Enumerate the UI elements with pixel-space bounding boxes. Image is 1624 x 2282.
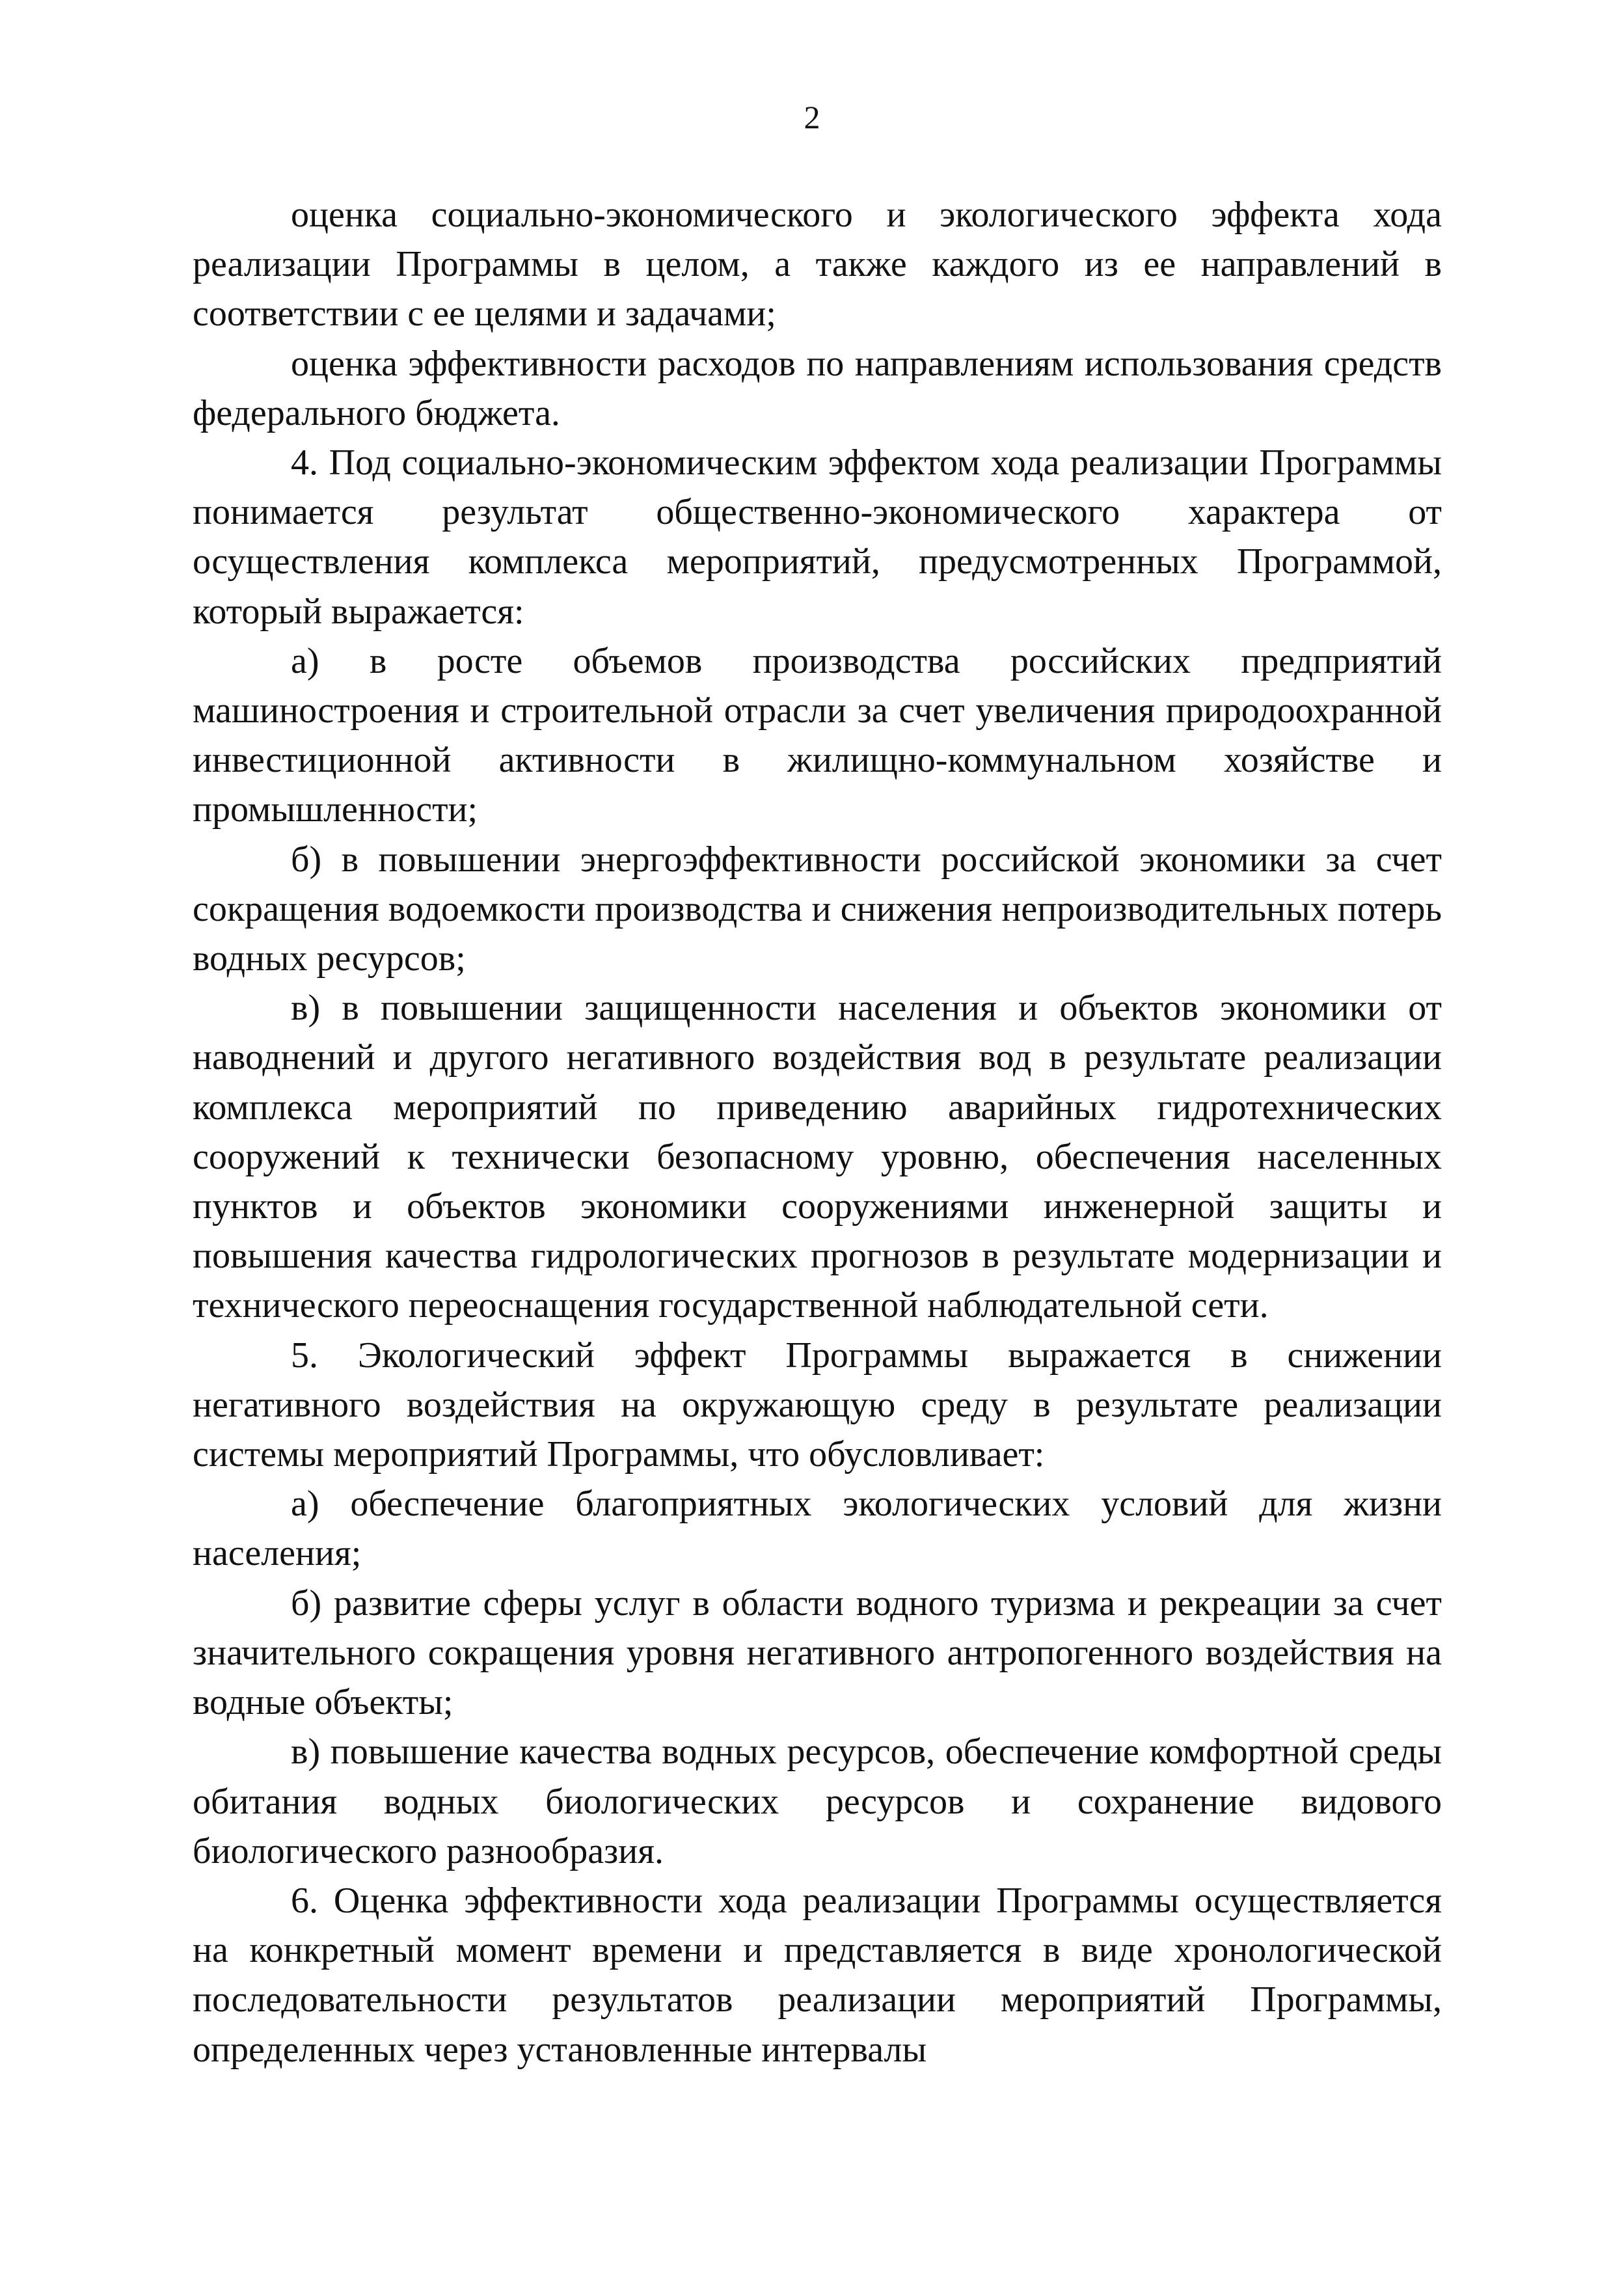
- paragraph-item-4v: в) в повышении защищенности населения и объектов экономики от наводнений и другого негативного воздействия вод в результате реализации комплекса мероприятий по приведению аварийных гидротехнических сооружений к технически безопасному уровню, обеспечения населенных пунктов и объектов экономики сооружениями инженерной защиты и повышения качества гидрологических прогнозов в результате модернизации и технического переоснащения государственной наблюдательной сети.: [193, 988, 1442, 1326]
- page-number: 2: [804, 99, 820, 135]
- paragraph-item-5: 5. Экологический эффект Программы выражается в снижении негативного воздействия на окружающую среду в результате реализации системы мероприятий Программы, что обусловливает:: [193, 1335, 1442, 1475]
- paragraph-item-4b: б) в повышении энергоэффективности российской экономики за счет сокращения водоемкости производства и снижения непроизводительных потерь водных ресурсов;: [193, 839, 1442, 979]
- paragraph-item-5v: в) повышение качества водных ресурсов, обеспечение комфортной среды обитания водных биологических ресурсов и сохранение видового биологического разнообразия.: [193, 1732, 1442, 1871]
- paragraph-item-4: 4. Под социально-экономическим эффектом хода реализации Программы понимается результат общественно-экономического характера от осуществления комплекса мероприятий, предусмотренных Программой, который выражается:: [193, 442, 1442, 632]
- paragraph-item-5b: б) развитие сферы услуг в области водного туризма и рекреации за счет значительного сокращения уровня негативного антропогенного воздействия на водные объекты;: [193, 1582, 1442, 1723]
- paragraph-assessment-expenses: оценка эффективности расходов по направлениям использования средств федерального бюджета.: [193, 343, 1442, 433]
- paragraph-assessment-effect: оценка социально-экономического и экологического эффекта хода реализации Программы в целом, а также каждого из ее направлений в соответствии с ее целями и задачами;: [193, 195, 1442, 334]
- document-body: [193, 190, 1442, 2074]
- paragraph-item-5a: а) обеспечение благоприятных экологических условий для жизни населения;: [193, 1484, 1442, 1574]
- paragraph-item-4a: а) в росте объемов производства российских предприятий машиностроения и строительной отрасли за счет увеличения природоохранной инвестиционной активности в жилищно-коммунальном хозяйстве и промышленности;: [193, 640, 1442, 830]
- paragraph-item-6: 6. Оценка эффективности хода реализации Программы осуществляется на конкретный момент времени и представляется в виде хронологической последовательности результатов реализации мероприятий Программы, определенных через установленные интервалы: [193, 1880, 1442, 2070]
